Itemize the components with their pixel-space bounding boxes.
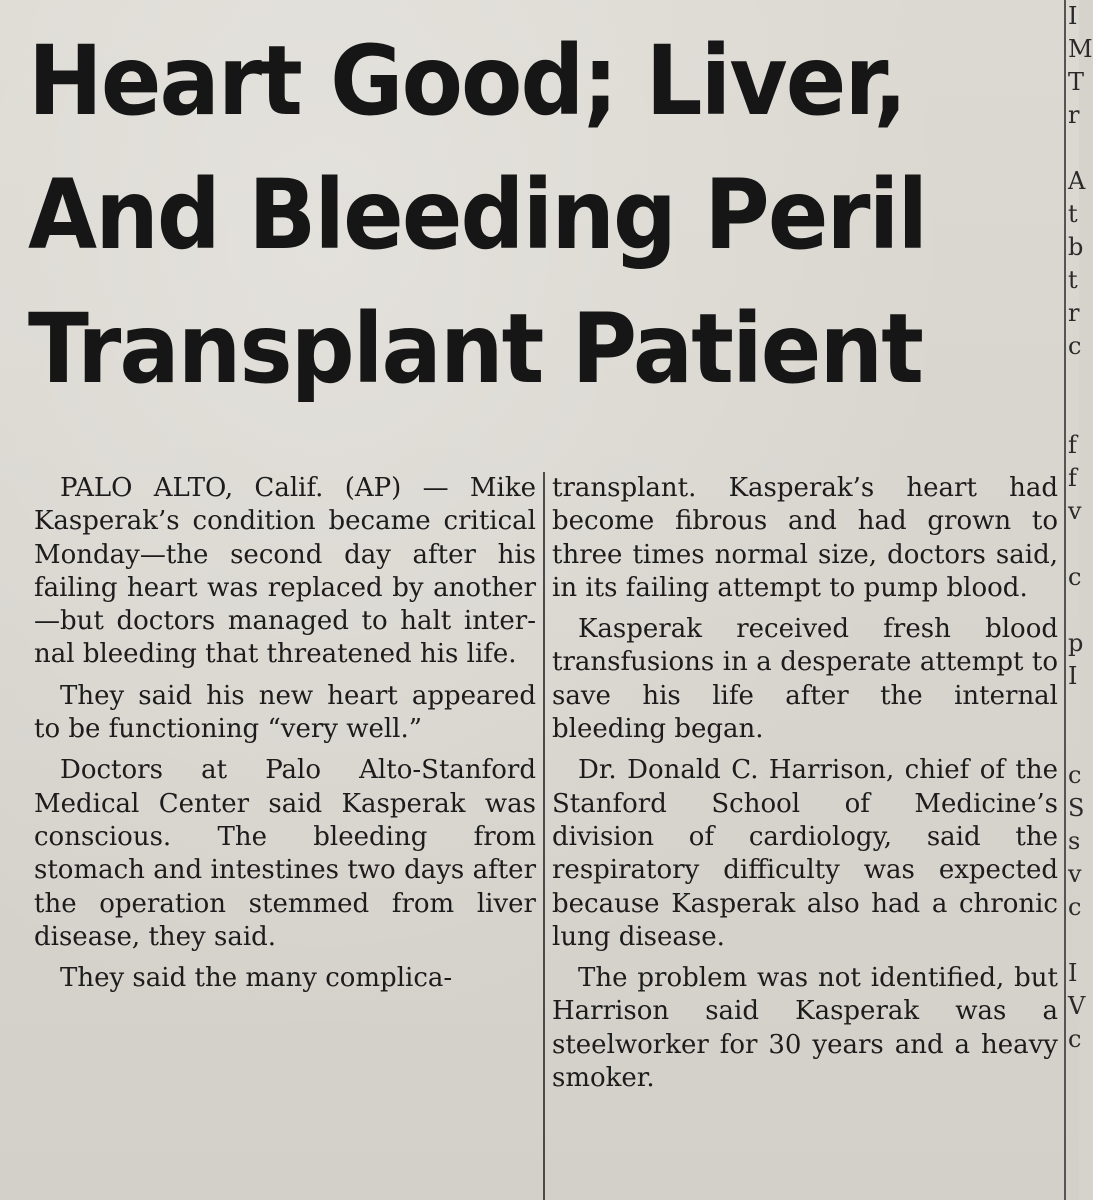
paragraph: The problem was not identified, but Harrison said Kasperak was a steelworker for 30 years and a heavy smoker. bbox=[552, 963, 1058, 1094]
edge-fragment bbox=[1068, 693, 1079, 726]
headline bbox=[28, 14, 1048, 416]
edge-fragment: A bbox=[1068, 167, 1086, 195]
edge-fragment: t bbox=[1068, 266, 1078, 294]
edge-fragment: I bbox=[1068, 2, 1078, 30]
headline-line-3: Transplant Patient bbox=[28, 293, 923, 405]
edge-fragment: f bbox=[1068, 431, 1077, 459]
edge-fragment: b bbox=[1068, 233, 1084, 261]
edge-fragment bbox=[1068, 132, 1079, 165]
edge-fragment: v bbox=[1068, 497, 1082, 525]
paragraph: They said his new heart appeared to be functioning “very well.” bbox=[34, 680, 536, 745]
edge-fragment: I bbox=[1068, 959, 1078, 987]
paragraph: Kasperak received fresh blood transfusions in a desperate attempt to save his life after the internal bleeding began. bbox=[552, 614, 1058, 745]
edge-fragment: v bbox=[1068, 860, 1082, 888]
article-column-2 bbox=[552, 472, 1058, 1200]
edge-fragment: S bbox=[1068, 794, 1085, 822]
edge-fragment bbox=[1068, 594, 1079, 627]
edge-fragment: I bbox=[1068, 662, 1078, 690]
edge-fragment: s bbox=[1068, 827, 1081, 855]
paragraph: Doctors at Palo Alto-Stanford Medical Center said Kasperak was conscious. The bleeding from stomach and intestines two days after the operation stemmed from liver disease, they said. bbox=[34, 755, 536, 952]
edge-fragment: c bbox=[1068, 1025, 1082, 1053]
right-column-divider bbox=[1064, 0, 1066, 1200]
edge-fragment bbox=[1068, 726, 1079, 759]
edge-fragment: r bbox=[1068, 101, 1080, 129]
headline-line-1: Heart Good; Liver, bbox=[28, 25, 906, 137]
paragraph-cutoff: They said the many complica- bbox=[60, 963, 453, 994]
edge-fragment: r bbox=[1068, 299, 1080, 327]
paragraph: transplant. Kasperak’s heart had become fibrous and had grown to three times normal size, doctors said, in its failing attempt to pump blood. bbox=[552, 473, 1058, 603]
adjacent-column-fragment bbox=[1068, 0, 1093, 1200]
edge-fragment bbox=[1068, 396, 1079, 429]
edge-fragment: c bbox=[1068, 761, 1082, 789]
edge-fragment bbox=[1068, 924, 1079, 957]
edge-fragment: p bbox=[1068, 629, 1084, 657]
edge-fragment: T bbox=[1068, 68, 1085, 96]
column-divider bbox=[543, 472, 545, 1200]
edge-fragment: V bbox=[1068, 992, 1086, 1020]
edge-fragment: c bbox=[1068, 893, 1082, 921]
edge-fragment: t bbox=[1068, 200, 1078, 228]
article-column-1 bbox=[34, 472, 536, 1200]
edge-fragment: c bbox=[1068, 563, 1082, 591]
edge-fragment: c bbox=[1068, 332, 1082, 360]
edge-fragment bbox=[1068, 528, 1079, 561]
paragraph: PALO ALTO, Calif. (AP) — Mike Kasperak’s condition became critical Monday—the second day after his failing heart was replaced by another—but doctors managed to halt internal bleeding that threatened his life. bbox=[34, 473, 536, 670]
edge-fragment: M bbox=[1068, 35, 1093, 63]
edge-fragment bbox=[1068, 363, 1079, 396]
paragraph: Dr. Donald C. Harrison, chief of the Stanford School of Medicine’s division of cardiology, said the respiratory difficulty was expected because Kasperak also had a chronic lung disease. bbox=[552, 755, 1058, 952]
edge-fragment: f bbox=[1068, 464, 1077, 492]
headline-line-2: And Bleeding Peril bbox=[28, 159, 927, 271]
